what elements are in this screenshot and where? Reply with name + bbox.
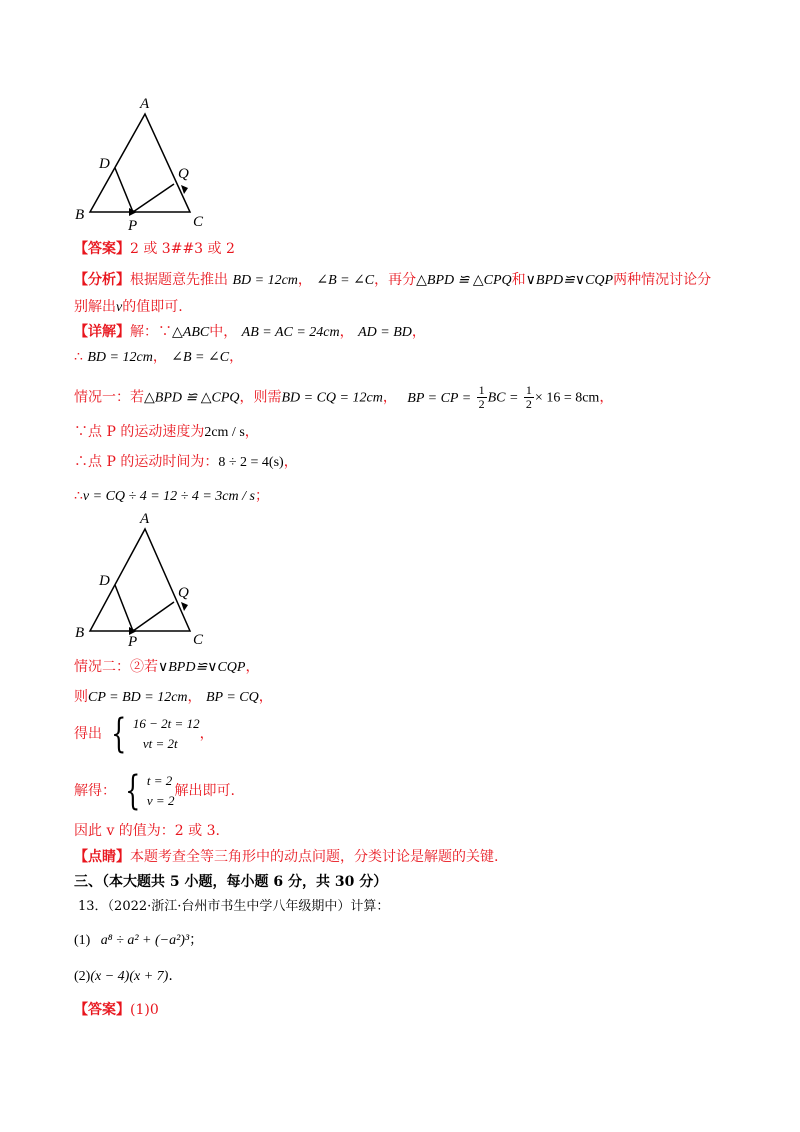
system-2: { t = 2 v = 2 — [125, 768, 175, 814]
speed-text: ∵点 P 的运动速度为 — [74, 424, 205, 440]
case1-bp-mid: BC = — [487, 390, 519, 406]
case2-then: 则 — [74, 689, 88, 705]
system-1: { 16 − 2t = 12 vt = 2t — [111, 711, 200, 757]
q13-answer-text: (1)0 — [130, 1002, 159, 1018]
analysis-eq-angles: ∠B = ∠C — [316, 273, 375, 288]
comment-tag: 【点睛】 — [74, 849, 130, 865]
time-line: ∴点 P 的运动时间为：8 ÷ 2 = 4(s)， — [74, 454, 298, 470]
conclusion-line — [74, 821, 220, 841]
label-a: A — [140, 96, 150, 112]
analysis-text-d: 别解出 — [74, 299, 116, 315]
label-p: P — [128, 218, 138, 232]
detail-text-b: 中， — [209, 324, 238, 340]
case2-equation-2: BP = CQ — [205, 690, 259, 705]
detail-text-a: 解：∵ — [130, 324, 172, 340]
detail-line-1: 【详解】解：∵△ABC中， AB = AC = 24cm， AD = BD， — [74, 324, 426, 340]
label-a-2: A — [140, 511, 150, 527]
label-d: D — [99, 156, 110, 172]
q13-part1: (1) a⁸ ÷ a² + (−a²)³； — [74, 932, 204, 948]
comment-line — [74, 847, 498, 867]
analysis-case-2: ∨BPD≌∨CQP — [525, 273, 614, 288]
q13-stem: 13．（2022·浙江·台州市书生中学八年级期中）计算： — [78, 899, 390, 914]
analysis-tag: 【分析】 — [74, 272, 130, 288]
q13-part2-label: (2) — [74, 969, 91, 984]
analysis-text-a: 根据题意先推出 — [130, 272, 228, 288]
fraction-half-2: $\frac{1}{2}$ — [525, 383, 532, 411]
case1-line: 情况一：若△BPD ≌ △CPQ，则需BD = CQ = 12cm， BP = CP = $\frac{1}{2}$ BC = $\frac{1}{2}$ × 16 = 8cm， — [74, 383, 614, 411]
q13-part1-label: (1) — [74, 933, 91, 948]
q13-part2: (2)(x − 4)(x + 7). — [74, 968, 173, 984]
case2-line: 情况二：②若∨BPD≌∨CQP， — [74, 659, 260, 675]
detail-eq-ad-bd: AD = BD — [358, 325, 412, 340]
label-c: C — [193, 214, 204, 230]
time-text: ∴点 P 的运动时间为： — [74, 454, 219, 470]
case2-label: 情况二：②若 — [74, 659, 158, 675]
v-therefore: ∴ — [74, 488, 83, 504]
q13-answer-tag: 【答案】 — [74, 1002, 130, 1018]
case2-then-line: 则CP = BD = 12cm， BP = CQ， — [74, 689, 273, 705]
label-p-2: P — [128, 634, 138, 647]
v-line: ∴v = CQ ÷ 4 = 12 ÷ 4 = 3cm / s； — [74, 488, 269, 504]
case1-bp-right: × 16 = 8cm — [534, 390, 600, 406]
analysis-text-c: 两种情况讨论分 — [613, 272, 712, 288]
analysis-eq-bd: BD = 12cm — [232, 273, 298, 288]
q13-part2-expr: (x − 4)(x + 7) — [90, 969, 169, 984]
label-b-2: B — [75, 625, 85, 641]
system-2-row-1: t = 2 — [146, 773, 173, 788]
label-q: Q — [178, 166, 189, 182]
triangle-figure-2 — [70, 507, 220, 647]
answer-tag: 【答案】 — [74, 241, 130, 257]
detail-eq-ab-ac: AB = AC = 24cm — [241, 325, 340, 340]
detail-tag: 【详解】 — [74, 324, 130, 340]
label-d-2: D — [99, 573, 110, 589]
analysis-and: 和 — [511, 272, 526, 288]
label-b: B — [75, 207, 85, 223]
analysis-var-v: v — [116, 300, 123, 315]
case1-bp-left: BP = CP = — [407, 390, 472, 406]
detail-eq-bd: BD = 12cm — [87, 350, 153, 365]
therefore-symbol: ∴ — [74, 349, 83, 365]
system-1-row-1: 16 − 2t = 12 — [132, 716, 200, 731]
v-value: v = CQ ÷ 4 = 12 ÷ 4 = 3cm / s — [82, 489, 255, 504]
conclusion-text: 因此 v 的值为：2 或 3. — [74, 823, 220, 839]
comment-text: 本题考查全等三角形中的动点问题，分类讨论是解题的关键. — [130, 849, 499, 865]
label-q-2: Q — [178, 585, 189, 601]
q13-answer — [74, 1000, 159, 1020]
section-title: 三、（本大题共 5 小题，每小题 6 分，共 30 分） — [74, 874, 388, 890]
answer-text: 2 或 3##3 或 2 — [130, 241, 235, 257]
speed-value: 2cm / s — [204, 425, 245, 440]
detail-triangle: △ABC — [172, 325, 210, 340]
speed-line: ∵点 P 的运动速度为2cm / s， — [74, 424, 259, 440]
label-c-2: C — [193, 632, 204, 647]
case1-label: 情况一：若 — [74, 389, 144, 406]
case1-equation: BD = CQ = 12cm — [281, 390, 383, 406]
analysis-case-1: △BPD ≌ △CPQ — [416, 273, 512, 288]
answer-line — [74, 239, 235, 259]
time-value: 8 ÷ 2 = 4(s) — [218, 455, 284, 470]
system-1-line: 得出 { 16 − 2t = 12 vt = 2t ， — [74, 711, 214, 757]
get-label: 得出 — [74, 726, 102, 742]
analysis-text-b: ，再分 — [374, 272, 417, 288]
system-1-row-2: vt = 2t — [142, 736, 178, 751]
fraction-half: $\frac{1}{2}$ — [478, 383, 485, 411]
solve-label: 解得： — [74, 783, 116, 799]
analysis-line-1: 【分析】根据题意先推出 BD = 12cm， ∠B = ∠C，再分△BPD ≌ △CPQ和∨BPD≌∨CQP两种情况讨论分 — [74, 272, 712, 288]
analysis-text-e: 的值即可. — [122, 299, 183, 315]
case1-condition: △BPD ≌ △CPQ — [144, 390, 240, 406]
detail-line-2: ∴ BD = 12cm， ∠B = ∠C， — [74, 349, 244, 365]
analysis-line-2 — [74, 297, 183, 318]
case2-equation: CP = BD = 12cm — [88, 690, 188, 705]
detail-eq-angles: ∠B = ∠C — [171, 350, 230, 365]
system-2-line — [74, 768, 235, 814]
case1-then: ，则需 — [239, 389, 282, 406]
case2-condition: ∨BPD≌∨CQP — [158, 660, 246, 675]
solve-tail: 解出即可. — [174, 783, 235, 799]
q13-part1-expr: a⁸ ÷ a² + (−a²)³ — [100, 933, 190, 948]
triangle-figure-1 — [70, 92, 220, 232]
system-2-row-2: v = 2 — [146, 793, 175, 808]
